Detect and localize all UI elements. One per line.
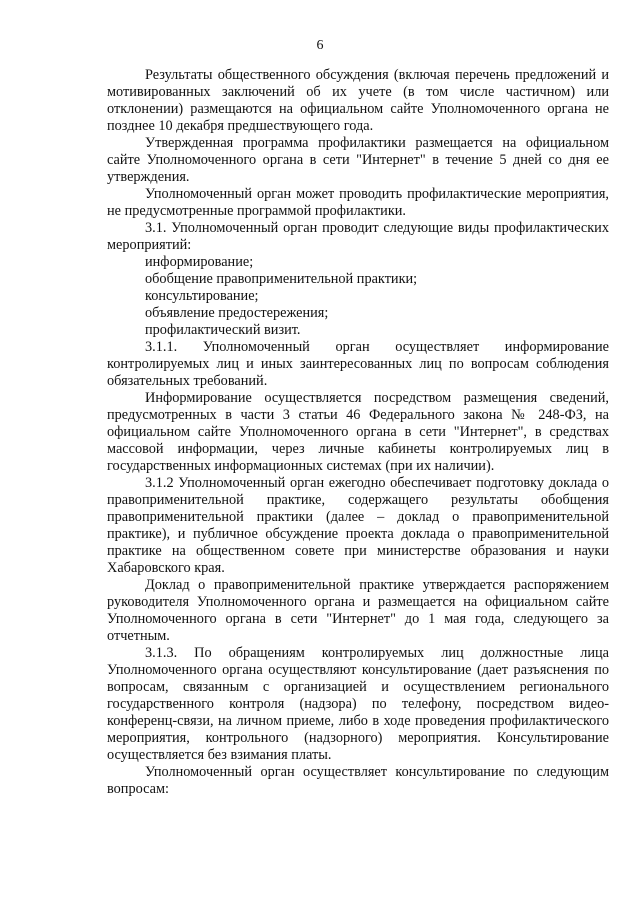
page-number: 6 [316,38,324,53]
paragraph-3-1-1: 3.1.1. Уполномоченный орган осуществляет информирование контролируемых лиц и иных заинтересованных лиц по вопросам соблюдения обязательных требований. [107,339,609,389]
list-item-consulting: консультирование; [145,288,259,304]
paragraph-program-publication: Утвержденная программа профилактики размещается на официальном сайте Уполномоченного органа в сети "Интернет" в течение 5 дней со дня ее утверждения. [107,135,609,185]
list-item-generalization: обобщение правоприменительной практики; [145,271,418,287]
paragraph-consulting-topics: Уполномоченный орган осуществляет консультирование по следующим вопросам: [107,764,609,797]
paragraph-report-approval: Доклад о правоприменительной практике утверждается распоряжением руководителя Уполномоченного органа и размещается на официальном сайте Уполномоченного органа в сети "Интернет" до 1 мая года, следующего за отчетным. [107,577,609,644]
paragraph-3-1-3: 3.1.3. По обращениям контролируемых лиц должностные лица Уполномоченного органа осуществляют консультирование (дает разъяснения по вопросам, связанным с организацией и осуществлением регионального государственного контроля (надзора) по телефону, посредством видео-конференц-связи, на личном приеме, либо в ходе проведения профилактического мероприятия, контрольного (надзорного) мероприятия. Консультирование осуществляется без взимания платы. [107,645,609,763]
paragraph-discussion-results: Результаты общественного обсуждения (включая перечень предложений и мотивированных заключений об их учете (в том числе частичном) или отклонении) размещаются на официальном сайте Уполномоченного органа не позднее 10 декабря предшествующего года. [107,67,609,134]
paragraph-informing-methods: Информирование осуществляется посредством размещения сведений, предусмотренных в части 3 статьи 46 Федерального закона № 248-ФЗ, на официальном сайте Уполномоченного органа в сети "Интернет", в средствах массовой информации, через личные кабинеты контролируемых лиц в государственных информационных системах (при их наличии). [107,390,609,474]
paragraph-3-1: 3.1. Уполномоченный орган проводит следующие виды профилактических мероприятий: [107,220,609,253]
paragraph-3-1-2: 3.1.2 Уполномоченный орган ежегодно обеспечивает подготовку доклада о правоприменительной практике, содержащего результаты обобщения правоприменительной практики (далее – доклад о правоприменительной практике), и публичное обсуждение проекта доклада о правоприменительной практике на общественном совете при министерстве образования и науки Хабаровского края. [107,475,609,576]
list-item-visit: профилактический визит. [145,322,301,338]
paragraph-extra-measures: Уполномоченный орган может проводить профилактические мероприятия, не предусмотренные программой профилактики. [107,186,609,219]
list-item-informing: информирование; [145,254,254,270]
document-body [107,67,609,798]
list-item-warning: объявление предостережения; [145,305,329,321]
